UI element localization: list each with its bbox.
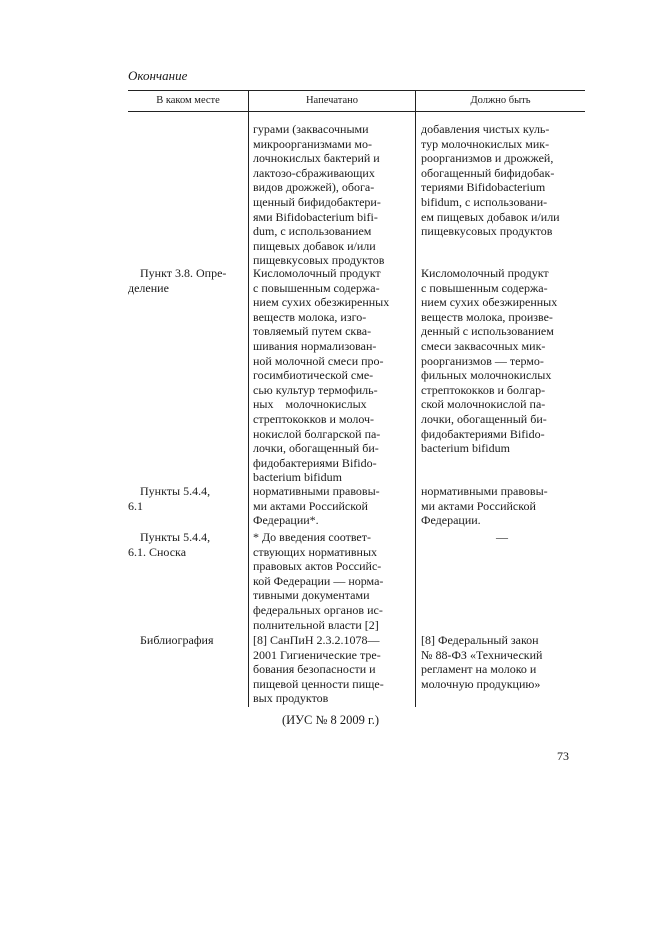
column-header-correct: Должно быть	[470, 95, 531, 106]
table-cell-correct: нормативными правовы- ми актами Российской Федерации.	[421, 484, 548, 528]
table-cell-place: Библиография	[128, 633, 214, 647]
table-cell-printed: [8] СанПиН 2.3.2.1078— 2001 Гигиенические тре- бования безопасности и пищевой ценности пище- вых продуктов	[253, 633, 384, 706]
table-cell-place: Пункты 5.4.4, 6.1. Сноска	[128, 530, 211, 559]
column-header-printed: Напечатано	[305, 95, 359, 106]
source-note: (ИУС № 8 2009 г.)	[281, 713, 380, 727]
column-divider	[248, 90, 249, 707]
table-cell-correct: [8] Федеральный закон № 88-ФЗ «Технический регламент на молоко и молочную продукцию»	[421, 633, 543, 691]
table-cell-printed: * До введения соответ- ствующих нормативных правовых актов Российс- кой Федерации — норма- тивными документами федеральных органов ис- полнительной власти [2]	[253, 530, 384, 632]
table-cell-place: Пункты 5.4.4, 6.1	[128, 484, 211, 513]
column-divider	[415, 90, 416, 707]
table-cell-printed: гурами (заквасочными микроорганизмами мо- лочнокислых бактерий и лактозо-сбраживающих видов дрожжей), обога- щенный бифидобактери- ями Bifidobacterium bifi- dum, с использованием пищевых добавок и/или пищевкусовых продуктов	[253, 122, 385, 268]
continuation-caption: Окончание	[128, 68, 188, 83]
errata-table	[128, 90, 585, 707]
table-cell-correct: —	[496, 530, 508, 544]
table-header-rule	[128, 111, 585, 112]
table-cell-place: Пункт 3.8. Опре- деление	[128, 266, 227, 295]
table-cell-correct: добавления чистых куль- тур молочнокислых мик- роорганизмов и дрожжей, обогащенный бифидобак- териями Bifidobacterium bifidum, с использовани- ем пищевых добавок и/или пищевкусовых продуктов	[421, 122, 560, 239]
table-cell-printed: Кисломолочный продукт с повышенным содержа- нием сухих обезжиренных веществ молока, изго- товляемый путем сква- шивания нормализован- ной молочной смеси про- госимбиотической сме- сью культур термофиль- ных молочнокислых стрептококков и молоч- нокислой болгарской па- лочки, обогащенный би- фидобактериями Bifido- bacterium bifidum	[253, 266, 390, 485]
table-cell-correct: Кисломолочный продукт с повышенным содержа- нием сухих обезжиренных веществ молока, произве- денный с использованием смеси заквасочных мик- роорганизмов — термо- фильных молочнокислых стрептококков и болгар- ской молочнокислой па- лочки, обогащенный би- фидобактериями Bifido- bacterium bifidum	[421, 266, 558, 456]
page-number: 73	[557, 749, 569, 763]
table-cell-printed: нормативными правовы- ми актами Российской Федерации*.	[253, 484, 380, 528]
column-header-place: В каком месте	[156, 95, 220, 106]
